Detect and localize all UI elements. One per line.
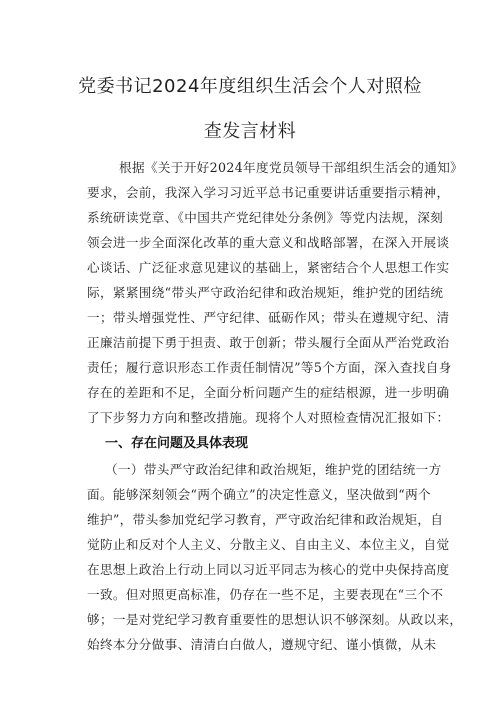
section-line: 一致。但对照更高标准，仍存在一些不足，主要表现在“三个不 (87, 587, 444, 602)
section-line: 始终本分分做事、清清白白做人，遵规守纪、谨小慎微，从未 (87, 637, 437, 652)
intro-line: 正廉洁前提下勇于担责、敢于创新；带头履行全面从严治党政治 (87, 335, 450, 350)
intro-line: 际，紧紧围绕“带头严守政治纪律和政治规矩，维护党的团结统 (87, 285, 444, 300)
section-line: 维护”，带头参加党纪学习教育，严守政治纪律和政治规矩，自 (87, 512, 444, 527)
intro-line: 系统研读党章、《中国共产党纪律处分条例》等党内法规，深刻 (87, 210, 444, 225)
intro-line: 领会进一步全面深化改革的重大意义和战略部署，在深入开展谈 (87, 235, 450, 250)
intro-line: 了下步努力方向和整改措施。现将个人对照检查情况汇报如下： (87, 410, 450, 425)
section-line: 在思想上政治上行动上同以习近平同志为核心的党中央保持高度 (87, 562, 450, 577)
intro-line: 一；带头增强党性、严守纪律、砥砺作风；带头在遵规守纪、清 (87, 310, 450, 325)
section-line: （一）带头严守政治纪律和政治规矩，维护党的团结统一方 (105, 462, 442, 477)
intro-line: 存在的差距和不足，全面分析问题产生的症结根源，进一步明确 (87, 385, 450, 400)
intro-line: 要求，会前，我深入学习习近平总书记重要讲话重要指示精神， (87, 185, 450, 200)
intro-line: 根据《关于开好2024年度党员领导干部组织生活会的通知》 (119, 160, 464, 175)
document-title-line-2: 查发言材料 (203, 121, 297, 142)
section-line: 够；一是对党纪学习教育重要性的思想认识不够深刻。从政以来， (87, 612, 463, 627)
section-line: 面。能够深刻领会“两个确立”的决定性意义，坚决做到“两个 (87, 487, 431, 502)
section-line: 觉防止和反对个人主义、分散主义、自由主义、本位主义，自觉 (87, 537, 450, 552)
intro-line: 心谈话、广泛征求意见建议的基础上，紧密结合个人思想工作实 (87, 260, 450, 275)
intro-line: 责任；履行意识形态工作责任制情况”等5个方面，深入查找自身 (87, 360, 452, 375)
document-title-line-1: 党委书记2024年度组织生活会个人对照检 (78, 76, 422, 97)
section-heading: 一、存在问题及具体表现 (105, 436, 249, 451)
